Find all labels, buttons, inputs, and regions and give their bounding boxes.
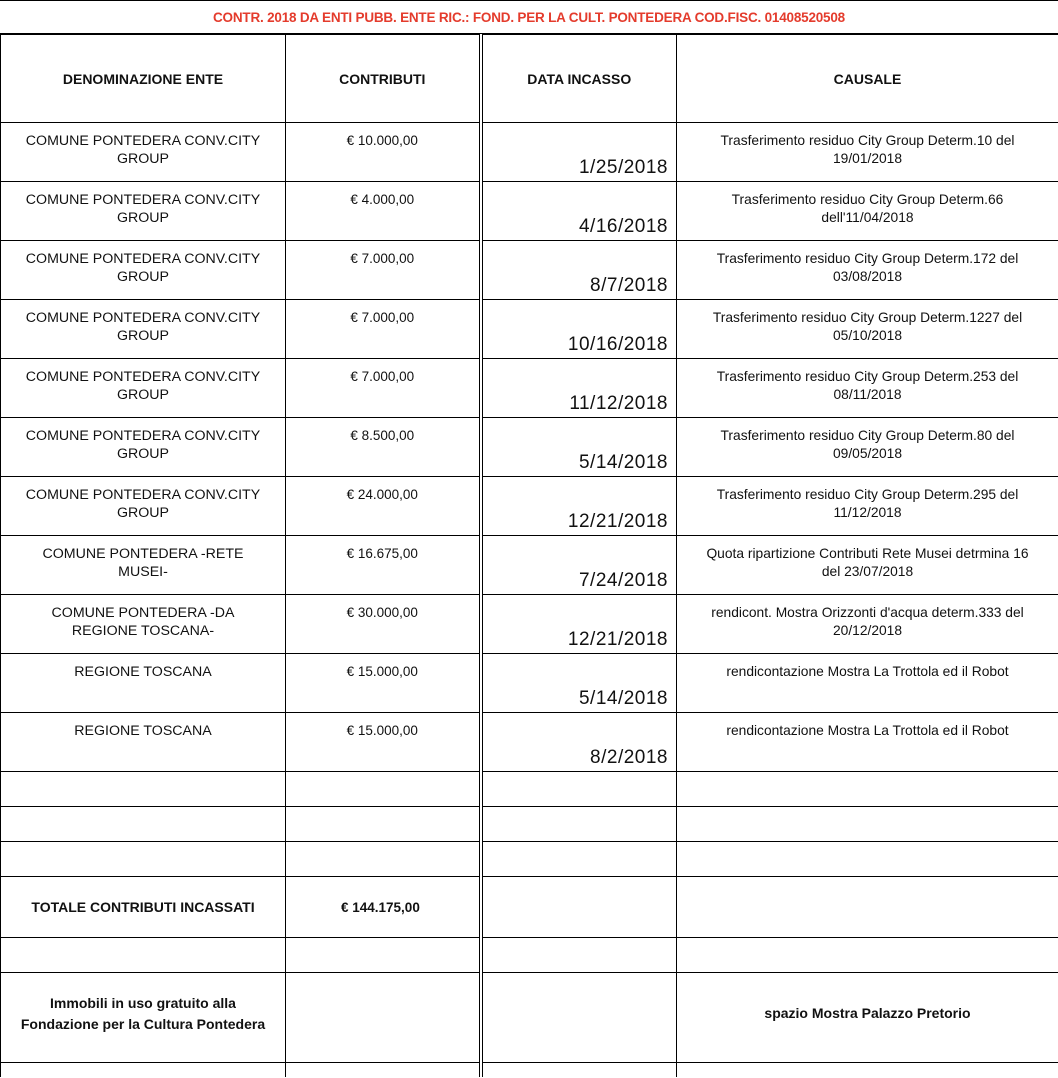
table-row xyxy=(1,182,1058,241)
immobili-row xyxy=(1,973,1058,1063)
empty-cell xyxy=(677,1063,1058,1078)
table-row xyxy=(1,359,1058,418)
header-data-incasso: DATA INCASSO xyxy=(481,35,677,123)
line: Trasferimento residuo City Group Determ.66 xyxy=(731,192,1004,207)
cell-contributo: € 15.000,00 xyxy=(286,654,481,713)
line: del 23/07/2018 xyxy=(821,564,914,579)
empty-row xyxy=(1,772,1058,807)
empty-cell xyxy=(481,973,677,1063)
cell-causale xyxy=(677,182,1058,241)
empty-cell xyxy=(286,1063,481,1078)
total-value: € 144.175,00 xyxy=(286,877,481,938)
total-label: TOTALE CONTRIBUTI INCASSATI xyxy=(1,877,286,938)
line: REGIONE TOSCANA xyxy=(74,723,212,739)
cell-contributo: € 4.000,00 xyxy=(286,182,481,241)
cell-ente xyxy=(1,418,286,477)
empty-cell xyxy=(1,938,286,973)
cell-causale xyxy=(677,300,1058,359)
line: Trasferimento residuo City Group Determ.253 del xyxy=(716,369,1019,384)
table-row xyxy=(1,654,1058,713)
line: Fondazione per la Cultura Pontedera xyxy=(20,1016,266,1032)
line: COMUNE PONTEDERA CONV.CITY xyxy=(25,428,261,444)
line: GROUP xyxy=(116,505,170,521)
empty-cell xyxy=(481,1063,677,1078)
cell-data-incasso: 5/14/2018 xyxy=(481,418,677,477)
table-row xyxy=(1,241,1058,300)
table-row xyxy=(1,536,1058,595)
cell-contributo: € 24.000,00 xyxy=(286,477,481,536)
empty-cell xyxy=(677,807,1058,842)
table-header-row xyxy=(1,35,1058,123)
line: GROUP xyxy=(116,387,170,403)
line: 09/05/2018 xyxy=(832,446,903,461)
line: COMUNE PONTEDERA CONV.CITY xyxy=(25,487,261,503)
cell-data-incasso: 8/2/2018 xyxy=(481,713,677,772)
cell-causale xyxy=(677,477,1058,536)
line: COMUNE PONTEDERA -DA xyxy=(51,605,235,621)
cell-data-incasso: 11/12/2018 xyxy=(481,359,677,418)
cell-contributo: € 16.675,00 xyxy=(286,536,481,595)
immobili-causale: spazio Mostra Palazzo Pretorio xyxy=(677,973,1058,1063)
empty-cell xyxy=(677,938,1058,973)
cell-contributo: € 15.000,00 xyxy=(286,713,481,772)
header-causale: CAUSALE xyxy=(677,35,1058,123)
line: 11/12/2018 xyxy=(833,505,902,520)
line: 05/10/2018 xyxy=(832,328,903,343)
cell-contributo: € 10.000,00 xyxy=(286,123,481,182)
table-row xyxy=(1,418,1058,477)
empty-cell xyxy=(677,772,1058,807)
empty-cell xyxy=(481,877,677,938)
cell-data-incasso: 5/14/2018 xyxy=(481,654,677,713)
cell-causale xyxy=(677,241,1058,300)
empty-cell xyxy=(677,842,1058,877)
empty-cell xyxy=(286,807,481,842)
cell-causale xyxy=(677,123,1058,182)
cell-ente xyxy=(1,713,286,772)
cell-causale xyxy=(677,654,1058,713)
cell-data-incasso: 12/21/2018 xyxy=(481,477,677,536)
line: COMUNE PONTEDERA -RETE xyxy=(42,546,244,562)
cell-contributo: € 7.000,00 xyxy=(286,359,481,418)
empty-cell xyxy=(481,807,677,842)
line: 03/08/2018 xyxy=(832,269,903,284)
immobili-label xyxy=(1,973,286,1063)
total-row xyxy=(1,877,1058,938)
line: Immobili in uso gratuito alla xyxy=(50,995,236,1011)
cell-causale xyxy=(677,536,1058,595)
cell-causale xyxy=(677,595,1058,654)
tail-row xyxy=(1,1063,1058,1078)
line: dell'11/04/2018 xyxy=(821,210,914,225)
cell-contributo: € 7.000,00 xyxy=(286,300,481,359)
line: REGIONE TOSCANA- xyxy=(71,623,215,639)
empty-cell xyxy=(286,938,481,973)
line: COMUNE PONTEDERA CONV.CITY xyxy=(25,133,261,149)
line: COMUNE PONTEDERA CONV.CITY xyxy=(25,369,261,385)
table-row xyxy=(1,300,1058,359)
line: COMUNE PONTEDERA CONV.CITY xyxy=(25,310,261,326)
header-ente: DENOMINAZIONE ENTE xyxy=(1,35,286,123)
line: REGIONE TOSCANA xyxy=(74,664,212,680)
cell-ente xyxy=(1,595,286,654)
table-row xyxy=(1,477,1058,536)
cell-data-incasso: 1/25/2018 xyxy=(481,123,677,182)
cell-ente xyxy=(1,536,286,595)
line: 08/11/2018 xyxy=(833,387,902,402)
cell-ente xyxy=(1,300,286,359)
line: GROUP xyxy=(116,328,170,344)
cell-contributo: € 30.000,00 xyxy=(286,595,481,654)
empty-row xyxy=(1,842,1058,877)
table-row xyxy=(1,713,1058,772)
line: Trasferimento residuo City Group Determ.80 del xyxy=(720,428,1015,443)
empty-cell xyxy=(286,973,481,1063)
cell-causale xyxy=(677,418,1058,477)
cell-data-incasso: 4/16/2018 xyxy=(481,182,677,241)
empty-cell xyxy=(481,842,677,877)
empty-cell xyxy=(1,842,286,877)
line: rendicontazione Mostra La Trottola ed il Robot xyxy=(726,723,1009,738)
cell-ente xyxy=(1,477,286,536)
empty-cell xyxy=(677,877,1058,938)
document-title: CONTR. 2018 DA ENTI PUBB. ENTE RIC.: FOND. PER LA CULT. PONTEDERA COD.FISC. 01408520508 xyxy=(0,0,1058,34)
line: Quota ripartizione Contributi Rete Musei detrmina 16 xyxy=(706,546,1029,561)
empty-cell xyxy=(481,772,677,807)
cell-ente xyxy=(1,654,286,713)
table-row xyxy=(1,595,1058,654)
cell-data-incasso: 7/24/2018 xyxy=(481,536,677,595)
cell-ente xyxy=(1,182,286,241)
line: 19/01/2018 xyxy=(832,151,903,166)
empty-cell xyxy=(1,772,286,807)
line: COMUNE PONTEDERA CONV.CITY xyxy=(25,251,261,267)
line: GROUP xyxy=(116,151,170,167)
empty-row xyxy=(1,938,1058,973)
empty-cell xyxy=(286,772,481,807)
line: GROUP xyxy=(116,446,170,462)
table-row xyxy=(1,123,1058,182)
line: GROUP xyxy=(116,269,170,285)
cell-data-incasso: 10/16/2018 xyxy=(481,300,677,359)
line: COMUNE PONTEDERA CONV.CITY xyxy=(25,192,261,208)
line: Trasferimento residuo City Group Determ.1227 del xyxy=(712,310,1023,325)
header-contributi: CONTRIBUTI xyxy=(286,35,481,123)
cell-ente xyxy=(1,359,286,418)
cell-ente xyxy=(1,123,286,182)
empty-cell xyxy=(1,807,286,842)
cell-causale xyxy=(677,359,1058,418)
cell-data-incasso: 12/21/2018 xyxy=(481,595,677,654)
line: GROUP xyxy=(116,210,170,226)
line: 20/12/2018 xyxy=(832,623,903,638)
cell-ente xyxy=(1,241,286,300)
line: MUSEI- xyxy=(118,564,168,580)
empty-cell xyxy=(481,938,677,973)
cell-contributo: € 7.000,00 xyxy=(286,241,481,300)
line: Trasferimento residuo City Group Determ.295 del xyxy=(716,487,1019,502)
cell-contributo: € 8.500,00 xyxy=(286,418,481,477)
cell-causale xyxy=(677,713,1058,772)
empty-row xyxy=(1,807,1058,842)
line: Trasferimento residuo City Group Determ.10 del xyxy=(720,133,1015,148)
line: Trasferimento residuo City Group Determ.172 del xyxy=(716,251,1019,266)
empty-cell xyxy=(1,1063,286,1078)
line: rendicont. Mostra Orizzonti d'acqua determ.333 del xyxy=(711,605,1024,620)
line: rendicontazione Mostra La Trottola ed il Robot xyxy=(726,664,1009,679)
empty-cell xyxy=(286,842,481,877)
cell-data-incasso: 8/7/2018 xyxy=(481,241,677,300)
contributions-table xyxy=(0,34,1058,1077)
